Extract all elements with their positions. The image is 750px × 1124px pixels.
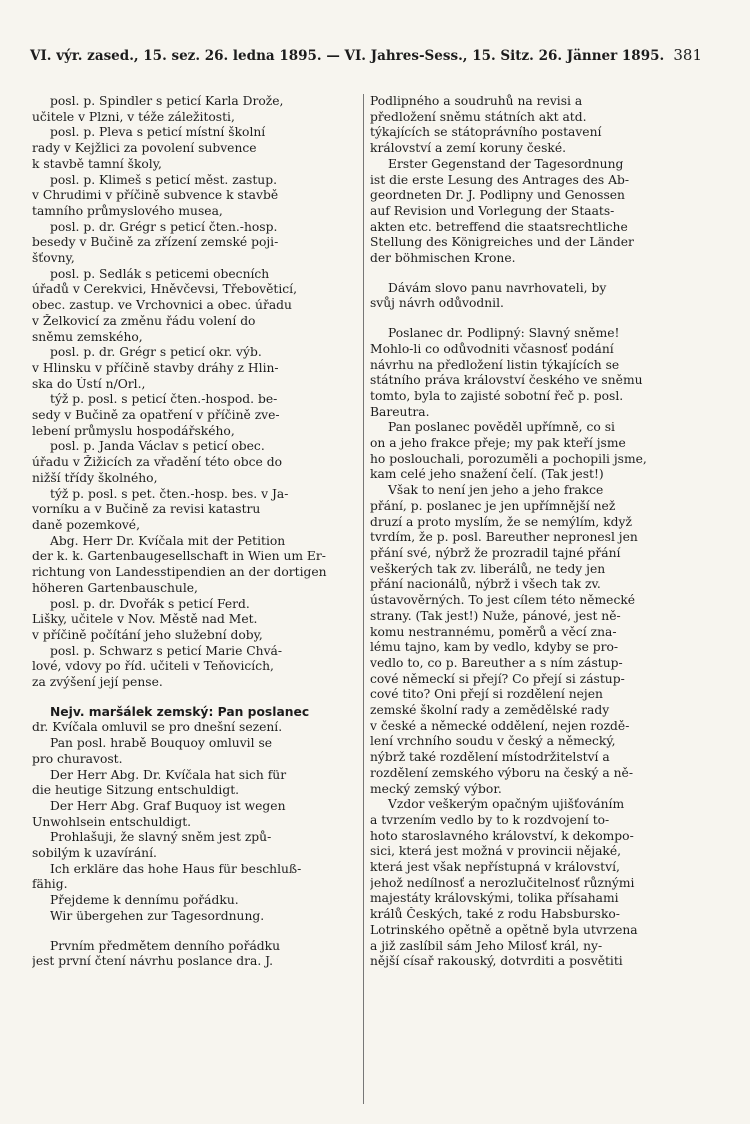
text-line: nější císař rakouský, dotvrditi a posvětiti bbox=[370, 954, 623, 969]
text-line: komu nestrannému, poměrů a věcí zna- bbox=[370, 624, 617, 639]
text-line: akten etc. betreffend die staatsrechtliche bbox=[370, 219, 628, 234]
text-line: v Hlinsku v příčině stavby dráhy z Hlin- bbox=[32, 360, 279, 375]
text-line: Dávám slovo panu navrhovateli, by bbox=[388, 280, 607, 295]
text-line: höheren Gartenbauschule, bbox=[32, 580, 198, 595]
text-line: posl. p. Janda Václav s peticí obec. bbox=[50, 439, 265, 454]
text-line: Ich erkläre das hohe Haus für beschluß- bbox=[50, 861, 302, 876]
text-line: posl. p. Klimeš s peticí měst. zastup. bbox=[50, 172, 277, 187]
text-line: tomto, byla to zajisté sobotní řeč p. posl. bbox=[370, 388, 624, 403]
text-line: lému tajno, kam by vedlo, kdyby se pro- bbox=[370, 640, 619, 655]
text-line: posl. p. dr. Grégr s peticí čten.-hosp. bbox=[50, 219, 278, 234]
text-line: která jest však nepřístupná v království, bbox=[370, 860, 620, 875]
text-line: strany. (Tak jest!) Nuže, pánové, jest ně- bbox=[370, 608, 621, 623]
text-line: Lotrinského opětně a opětně byla utvrzena bbox=[370, 922, 638, 937]
text-line: Lišky, učitele v Nov. Městě nad Met. bbox=[32, 612, 258, 627]
text-line: posl. p. Sedlák s peticemi obecních bbox=[50, 266, 270, 281]
right-column bbox=[370, 94, 696, 970]
text-line: v Chrudimi v příčině subvence k stavbě bbox=[32, 188, 279, 203]
text-line: lové, vdovy po říd. učiteli v Teňovicích, bbox=[32, 659, 274, 674]
left-column bbox=[32, 94, 358, 970]
text-line: úřadu v Žižicích za vřadění této obce do bbox=[32, 455, 282, 470]
text-line: v Želkovicí za změnu řádu volení do bbox=[32, 313, 256, 328]
text-line: besedy v Bučině za zřízení zemské poji- bbox=[32, 235, 279, 250]
text-line: Však to není jen jeho a jeho frakce bbox=[388, 483, 604, 498]
text-line: Bareutra. bbox=[370, 404, 430, 419]
paragraph-gap bbox=[370, 312, 696, 326]
text-line: auf Revision und Vorlegung der Staats- bbox=[370, 203, 615, 218]
text-line: a již zaslíbil sám Jeho Milosť král, ny- bbox=[370, 938, 603, 953]
page-number: 381 bbox=[673, 46, 702, 64]
text-line: Přejdeme k dennímu pořádku. bbox=[50, 893, 239, 908]
text-line: hoto staroslavného království, k dekompo- bbox=[370, 828, 634, 843]
text-line: vorníku a v Bučině za revisi katastru bbox=[32, 502, 261, 517]
text-line: posl. p. dr. Dvořák s peticí Ferd. bbox=[50, 596, 250, 611]
text-line: posl. p. Schwarz s peticí Marie Chvá- bbox=[50, 643, 283, 658]
text-line: nýbrž také rozdělení místodržitelství a bbox=[370, 750, 610, 765]
page-header bbox=[30, 46, 702, 64]
text-line: Prvním předmětem denního pořádku bbox=[50, 938, 281, 953]
text-line: jest první čtení návrhu poslance dra. J. bbox=[32, 954, 274, 969]
text-line: ho poslouchali, porozuměli a pochopili jsme, bbox=[370, 451, 647, 466]
text-line: pro churavost. bbox=[32, 751, 123, 766]
text-line: Prohlašuji, že slavný sněm jest způ- bbox=[50, 830, 272, 845]
text-line: sněmu zemského, bbox=[32, 329, 143, 344]
text-line: Pan posl. hrabě Bouquoy omluvil se bbox=[50, 736, 273, 751]
text-line: Stellung des Königreiches und der Länder bbox=[370, 235, 634, 250]
text-line: týkajících se státoprávního postavení bbox=[370, 125, 602, 140]
text-line: rozdělení zemského výboru na český a ně- bbox=[370, 765, 633, 780]
header-title: VI. výr. zased., 15. sez. 26. ledna 1895. — VI. Jahres-Sess., 15. Sitz. 26. Jänner 1895. bbox=[30, 48, 665, 64]
text-line: druzí a proto myslím, že se nemýlím, když bbox=[370, 514, 632, 529]
text-line: Podlipného a soudruhů na revisi a bbox=[370, 94, 583, 108]
text-line: fähig. bbox=[32, 877, 68, 892]
text-line: sedy v Bučině za opatření v příčině zve- bbox=[32, 408, 280, 423]
text-line: králů Českých, také z rodu Habsbursko- bbox=[370, 907, 620, 922]
text-line: der böhmischen Krone. bbox=[370, 251, 516, 266]
paragraph-gap bbox=[32, 925, 358, 939]
text-line: Der Herr Abg. Dr. Kvíčala hat sich für bbox=[50, 767, 287, 782]
text-line: týž p. posl. s pet. čten.-hosp. bes. v Ja- bbox=[50, 486, 289, 501]
text-line: mecký zemský výbor. bbox=[370, 781, 502, 796]
paragraph-gap bbox=[32, 691, 358, 705]
text-line: posl. p. dr. Grégr s peticí okr. výb. bbox=[50, 345, 262, 360]
text-line: der k. k. Gartenbaugesellschaft in Wien um Er- bbox=[32, 549, 326, 564]
text-line: tamního průmyslového musea, bbox=[32, 203, 223, 218]
text-line: za zvýšení její pense. bbox=[32, 675, 163, 690]
text-line: Pan poslanec pověděl upřímně, co si bbox=[388, 420, 615, 435]
text-line: přání nacionálů, nýbrž i všech tak zv. bbox=[370, 577, 601, 592]
text-line: posl. p. Spindler s peticí Karla Drože, bbox=[50, 94, 284, 108]
text-line: a tvrzením vedlo by to k rozdvojení to- bbox=[370, 812, 610, 827]
column-divider bbox=[363, 94, 364, 1104]
text-line: týž p. posl. s peticí čten.-hospod. be- bbox=[50, 392, 278, 407]
text-line: rady v Kejžlici za povolení subvence bbox=[32, 141, 257, 156]
text-line: učitele v Plzni, v téže záležitosti, bbox=[32, 109, 235, 124]
text-line: ska do Ústí n/Orl., bbox=[32, 376, 146, 391]
text-line: ústavověrných. To jest cílem této německé bbox=[370, 593, 636, 608]
text-line: návrhu na předložení listin týkajících se bbox=[370, 357, 620, 372]
text-line: svůj návrh odůvodnil. bbox=[370, 296, 504, 311]
text-line: v příčině počítání jeho služební doby, bbox=[32, 627, 263, 642]
text-line: přání své, nýbrž že prozradil tajné přání bbox=[370, 545, 621, 560]
text-line: kam celé jeho snažení čelí. (Tak jest!) bbox=[370, 467, 604, 482]
text-line: dr. Kvíčala omluvil se pro dnešní sezení. bbox=[32, 720, 283, 735]
text-line: Unwohlsein entschuldigt. bbox=[32, 814, 192, 829]
text-line: Nejv. maršálek zemský: Pan poslanec bbox=[50, 704, 310, 719]
text-line: daně pozemkové, bbox=[32, 517, 140, 532]
text-line: lení vrchního soudu v český a německý, bbox=[370, 734, 616, 749]
text-line: úřadů v Cerekvici, Hněvčevsi, Třebověticí, bbox=[32, 282, 297, 297]
text-line: vedlo to, co p. Bareuther a s ním zástup- bbox=[370, 655, 623, 670]
paragraph-gap bbox=[370, 267, 696, 281]
text-line: Mohlo-li co odůvodniti včasnosť podání bbox=[370, 341, 614, 356]
text-line: tvrdím, že p. posl. Bareuther nepronesl jen bbox=[370, 530, 638, 545]
text-line: geordneten Dr. J. Podlipny und Genossen bbox=[370, 188, 625, 203]
text-line: Abg. Herr Dr. Kvíčala mit der Petition bbox=[50, 533, 286, 548]
text-line: die heutige Sitzung entschuldigt. bbox=[32, 783, 240, 798]
text-line: sobilým k uzavírání. bbox=[32, 846, 157, 861]
text-line: Der Herr Abg. Graf Buquoy ist wegen bbox=[50, 798, 286, 813]
text-line: cové německí si přejí? Co přejí si zástup- bbox=[370, 671, 625, 686]
text-line: království a zemí koruny české. bbox=[370, 141, 567, 156]
text-line: Poslanec dr. Podlipný: Slavný sněme! bbox=[388, 326, 620, 341]
text-line: posl. p. Pleva s peticí místní školní bbox=[50, 125, 266, 140]
text-line: majestáty královskými, tolika přísahami bbox=[370, 891, 619, 906]
text-line: lebení průmyslu hospodářského, bbox=[32, 423, 235, 438]
text-line: v české a německé oddělení, nejen rozdě- bbox=[370, 718, 630, 733]
text-line: přání, p. poslanec je jen upřímnější než bbox=[370, 498, 616, 513]
text-line: Wir übergehen zur Tagesordnung. bbox=[50, 908, 265, 923]
text-line: šťovny, bbox=[32, 251, 75, 266]
text-line: nižší třídy školného, bbox=[32, 470, 158, 485]
text-line: Erster Gegenstand der Tagesordnung bbox=[388, 156, 624, 171]
text-line: veškerých tak zv. liberálů, ne tedy jen bbox=[370, 561, 606, 576]
text-line: k stavbě tamní školy, bbox=[32, 156, 162, 171]
text-line: zemské školní rady a zemědělské rady bbox=[370, 703, 610, 718]
text-line: státního práva království českého ve sněmu bbox=[370, 373, 643, 388]
text-line: jehož nedílnosť a nerozlučitelnosť různými bbox=[370, 875, 635, 890]
text-line: předložení sněmu státních akt atd. bbox=[370, 109, 587, 124]
text-line: richtung von Landesstipendien an der dortigen bbox=[32, 565, 327, 580]
text-line: obec. zastup. ve Vrchovnici a obec. úřadu bbox=[32, 298, 292, 313]
text-line: cové tito? Oni přejí si rozdělení nejen bbox=[370, 687, 603, 702]
text-line: Vzdor veškerým opačným ujišťováním bbox=[388, 797, 625, 812]
text-line: sici, která jest možná v provincii nějaké, bbox=[370, 844, 622, 859]
text-line: on a jeho frakce přeje; my pak kteří jsme bbox=[370, 436, 626, 451]
text-line: ist die erste Lesung des Antrages des Ab- bbox=[370, 172, 630, 187]
